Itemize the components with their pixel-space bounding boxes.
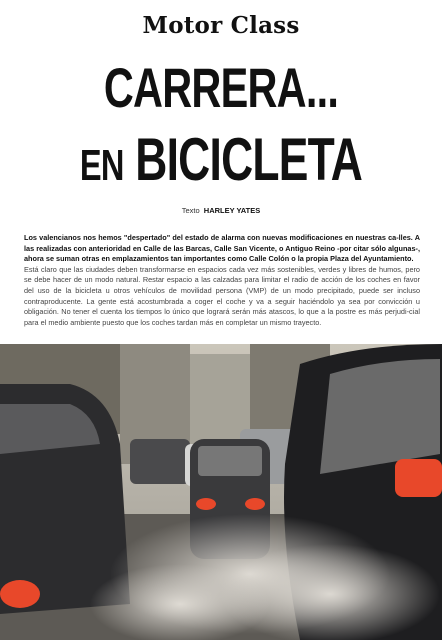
car-window: [320, 359, 440, 474]
car-distant: [130, 439, 190, 484]
taillight: [0, 580, 40, 608]
byline-label: Texto: [181, 206, 200, 215]
taillight: [196, 498, 216, 510]
traffic-jam-photo: [0, 344, 442, 640]
car-window: [198, 446, 262, 476]
article-text: [24, 233, 420, 328]
taillight: [395, 459, 442, 497]
traffic-jam-illustration: [0, 344, 442, 640]
byline: [0, 206, 442, 215]
byline-author: HARLEY YATES: [203, 206, 261, 215]
headline-word-bicicleta: BICICLETA: [135, 126, 363, 193]
taillight: [245, 498, 265, 510]
section-header: Motor Class: [142, 12, 300, 39]
headline-word-en: EN: [79, 141, 124, 190]
headline-line-1: CARRERA...: [103, 56, 339, 119]
headline-line-2: [57, 128, 384, 198]
article-body: Está claro que las ciudades deben transformarse en espacios cada vez más sostenibles, verdes y libres de humos, pero se debe hacer de un modo natural. Restar espacio a las calzadas para limitar el radio de acción de los coches en favor del uso de la bicicleta u otros vehículos de movilidad persona (VMP) de un modo precipitado, puede ser incluso contraproducente. La gente está acostumbrada a coger el coche y va a seguir haciéndolo ya sea por convicción u obligación. No tener el cuenta los tiempos lo único que logrará serán más atascos, lo que a la postre es más perjudi-cial para el medio ambiente puesto que los coches tardan más en completar un mismo trayecto.: [24, 264, 420, 327]
article-lead: Los valencianos nos hemos "despertado" del estado de alarma con nuevas modificaciones en nuestras ca-lles. A las realizadas con anterioridad en Calle de las Barcas, Calle San Vicente, o Antiguo Reino -por citar sólo algunas-, ahora se suman otras en emplazamientos tan importantes como Calle Colón o la propia Plaza del Ayuntamiento.: [24, 233, 420, 264]
